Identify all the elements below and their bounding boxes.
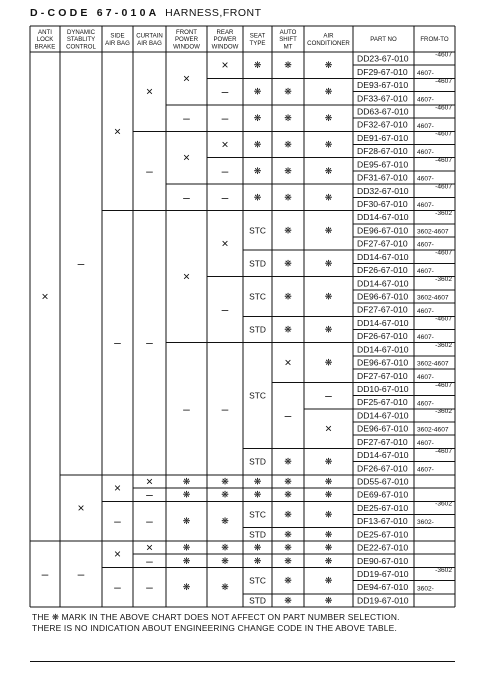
from-to: -3602 — [435, 209, 452, 217]
header-sab: AIR BAG — [105, 39, 130, 47]
part-number: DE22-67-010 — [357, 542, 409, 553]
part-number: DF13-67-010 — [357, 516, 408, 527]
header-dsc: CONTROL — [66, 43, 96, 51]
cell-air-dash: – — [325, 388, 332, 403]
cell-seat-stc: STC — [249, 225, 266, 236]
cell-fpw-star: ❋ — [182, 489, 191, 500]
part-number: DF27-67-010 — [357, 238, 408, 249]
notes — [32, 612, 452, 634]
header-from: FROM-TO — [420, 36, 449, 44]
cell-rpw-dash: – — [221, 84, 229, 99]
from-to: 3602-4607 — [417, 360, 449, 368]
cell-air-star: ❋ — [324, 165, 333, 176]
cell-fpw-dash: – — [183, 401, 190, 416]
cell-air-star: ❋ — [324, 324, 333, 335]
cell-ast-star: ❋ — [284, 456, 292, 467]
cell-seat-std: STD — [249, 324, 266, 335]
part-number: DF28-67-010 — [357, 146, 408, 157]
part-number: DD14-67-010 — [357, 251, 409, 262]
part-number: DD55-67-010 — [357, 476, 409, 487]
header-dsc: STABLITY — [66, 36, 96, 44]
cell-air-cross: × — [324, 421, 333, 436]
part-number: DD14-67-010 — [357, 344, 409, 355]
cell-ast-star: ❋ — [284, 291, 292, 302]
header-abs: LOCK — [36, 36, 54, 44]
cell-seat-star: ❋ — [253, 489, 262, 500]
cell-ast-star: ❋ — [284, 529, 292, 540]
from-to: 4607- — [417, 334, 434, 342]
from-to: -3602 — [435, 566, 452, 574]
from-to: 4607- — [417, 241, 434, 249]
part-number: DF26-67-010 — [357, 463, 408, 474]
header-rpw: REAR — [216, 29, 234, 36]
cell-rpw-star: ❋ — [221, 542, 229, 553]
cell-ast-dash: – — [284, 408, 292, 423]
from-to: -4607 — [435, 315, 452, 323]
cell-rpw-cross: × — [221, 236, 229, 251]
cell-ast-star: ❋ — [284, 113, 292, 124]
header-ast: MT — [283, 43, 293, 51]
from-to: 4607- — [417, 122, 434, 130]
cell-ast-star: ❋ — [284, 192, 292, 203]
part-number: DF30-67-010 — [357, 198, 408, 209]
cell-air-star: ❋ — [324, 60, 333, 71]
cell-fpw-star: ❋ — [182, 555, 191, 566]
from-to: -4607 — [435, 130, 452, 138]
header-seat: SEAT — [249, 32, 266, 40]
cell-cab-dash: – — [146, 580, 153, 595]
from-to: 3602- — [417, 585, 434, 593]
cell-air-star: ❋ — [324, 456, 333, 467]
cell-cab-dash: – — [146, 335, 153, 350]
cell-seat-star: ❋ — [253, 165, 262, 176]
cell-seat-std: STD — [249, 258, 266, 269]
from-to: 4607- — [417, 373, 434, 381]
cell-ast-star: ❋ — [284, 595, 292, 606]
cell-cab-cross: × — [145, 474, 154, 489]
part-number: DD23-67-010 — [357, 53, 409, 64]
cell-cab-cross: × — [145, 84, 154, 99]
header-ast: AUTO — [279, 29, 297, 36]
cell-rpw-star: ❋ — [221, 516, 229, 527]
part-number: DF33-67-010 — [357, 93, 408, 104]
from-to: 4607- — [417, 307, 434, 315]
header-abs: ANTI — [38, 29, 52, 36]
cell-air-star: ❋ — [324, 476, 333, 487]
note-engineering-change: THERE IS NO INDICATION ABOUT ENGINEERING CHANGE CODE IN THE ABOVE TABLE. — [32, 623, 397, 633]
cell-air-star: ❋ — [324, 509, 333, 520]
part-number: DF31-67-010 — [357, 172, 408, 183]
part-number: DE91-67-010 — [357, 132, 409, 143]
cell-fpw-star: ❋ — [182, 582, 191, 593]
part-number: DD10-67-010 — [357, 383, 409, 394]
from-to: 4607- — [417, 400, 434, 408]
cell-rpw-dash: – — [221, 401, 229, 416]
cell-rpw-dash: – — [221, 163, 229, 178]
from-to: -4607 — [435, 183, 452, 191]
cell-sab-dash: – — [114, 580, 121, 595]
cell-ast-star: ❋ — [284, 139, 292, 150]
from-to: -4607 — [435, 104, 452, 112]
cell-air-star: ❋ — [324, 225, 333, 236]
header-fpw: FRONT — [176, 29, 197, 36]
cell-sab-cross: × — [113, 124, 122, 139]
cell-seat-star: ❋ — [253, 60, 262, 71]
cell-ast-star: ❋ — [284, 324, 292, 335]
header-air: CONDITIONER — [307, 39, 350, 47]
cell-seat-star: ❋ — [253, 555, 262, 566]
from-to: 4607- — [417, 466, 434, 474]
cell-air-star: ❋ — [324, 575, 333, 586]
cell-air-star: ❋ — [324, 258, 333, 269]
cell-air-star: ❋ — [324, 529, 333, 540]
from-to: 4607- — [417, 69, 434, 77]
header-abs: BRAKE — [34, 43, 56, 51]
from-to: 4607- — [417, 96, 434, 104]
cell-ast-star: ❋ — [284, 258, 292, 269]
cell-seat-std: STD — [249, 595, 266, 606]
cell-dsc-dash: – — [77, 566, 85, 581]
part-number: DF32-67-010 — [357, 119, 408, 130]
cell-rpw-dash: – — [221, 111, 229, 126]
cell-seat-std: STD — [249, 529, 266, 540]
cell-air-star: ❋ — [324, 489, 333, 500]
part-number: DE94-67-010 — [357, 582, 409, 593]
part-number: DF25-67-010 — [357, 397, 408, 408]
cell-air-star: ❋ — [324, 113, 333, 124]
cell-fpw-cross: × — [182, 269, 191, 284]
header-cab: AIR BAG — [137, 39, 162, 47]
cell-fpw-dash: – — [183, 190, 190, 205]
part-number: DE93-67-010 — [357, 80, 409, 91]
part-number: DE90-67-010 — [357, 555, 409, 566]
cell-seat-star: ❋ — [253, 113, 262, 124]
part-number: DD63-67-010 — [357, 106, 409, 117]
part-number: DF26-67-010 — [357, 265, 408, 276]
from-to: 3602-4607 — [417, 426, 449, 434]
from-to: -4607 — [435, 447, 452, 455]
part-number: DD32-67-010 — [357, 185, 409, 196]
cell-sab-dash: – — [114, 514, 121, 529]
from-to: 4607- — [417, 202, 434, 210]
cell-rpw-star: ❋ — [221, 489, 229, 500]
cell-fpw-star: ❋ — [182, 516, 191, 527]
cell-air-star: ❋ — [324, 542, 333, 553]
cell-seat-stc: STC — [249, 509, 266, 520]
cell-ast-cross: × — [284, 355, 292, 370]
header-rpw: WINDOW — [211, 43, 239, 51]
cell-seat-star: ❋ — [253, 542, 262, 553]
cell-rpw-cross: × — [221, 137, 229, 152]
from-to: -4607 — [435, 381, 452, 389]
part-number: DD14-67-010 — [357, 450, 409, 461]
part-number: DE95-67-010 — [357, 159, 409, 170]
header-seat: TYPE — [249, 39, 266, 47]
header-rpw: POWER — [213, 36, 237, 44]
cell-seat-stc: STC — [249, 390, 266, 401]
from-to: 3602- — [417, 519, 434, 527]
part-number: DE25-67-010 — [357, 502, 409, 513]
cell-rpw-dash: – — [221, 302, 229, 317]
cell-cab-cross: × — [145, 540, 154, 555]
part-number: DF27-67-010 — [357, 436, 408, 447]
cell-seat-std: STD — [249, 456, 266, 467]
header-fpw: POWER — [174, 36, 199, 44]
cell-seat-star: ❋ — [253, 192, 262, 203]
cell-fpw-star: ❋ — [182, 476, 191, 487]
part-number: DD19-67-010 — [357, 595, 409, 606]
header-cab: CURTAIN — [136, 32, 163, 40]
cell-dsc-dash: – — [77, 256, 85, 271]
cell-ast-star: ❋ — [284, 509, 292, 520]
part-number: DF27-67-010 — [357, 370, 408, 381]
header-sab: SIDE — [110, 32, 125, 40]
part-number: DD19-67-010 — [357, 568, 409, 579]
cell-fpw-cross: × — [182, 71, 191, 86]
header-ast: SHIFT — [279, 36, 297, 44]
part-number: DD14-67-010 — [357, 212, 409, 223]
from-to: 3602-4607 — [417, 294, 449, 302]
cell-fpw-cross: × — [182, 150, 191, 165]
cell-air-star: ❋ — [324, 357, 333, 368]
cell-abs-dash: – — [41, 566, 49, 581]
from-to: 4607- — [417, 268, 434, 276]
from-to: -4607 — [435, 249, 452, 257]
cell-seat-star: ❋ — [253, 139, 262, 150]
header-air: AIR — [323, 32, 334, 40]
header-dsc: DYNAMIC — [66, 29, 96, 36]
cell-cab-dash: – — [146, 487, 153, 502]
part-number: DE69-67-010 — [357, 489, 409, 500]
cell-ast-star: ❋ — [284, 542, 292, 553]
cell-cab-dash: – — [146, 514, 153, 529]
cell-sab-cross: × — [113, 547, 122, 562]
from-to: -4607 — [435, 51, 452, 59]
cell-ast-star: ❋ — [284, 165, 292, 176]
cell-rpw-dash: – — [221, 190, 229, 205]
cell-ast-star: ❋ — [284, 86, 292, 97]
cell-seat-star: ❋ — [253, 86, 262, 97]
cell-air-star: ❋ — [324, 192, 333, 203]
cell-air-star: ❋ — [324, 291, 333, 302]
cell-rpw-star: ❋ — [221, 555, 229, 566]
header-fpw: WINDOW — [173, 43, 200, 51]
cell-fpw-star: ❋ — [182, 542, 191, 553]
from-to: 4607- — [417, 439, 434, 447]
part-number: DE96-67-010 — [357, 225, 409, 236]
part-number: DE25-67-010 — [357, 529, 409, 540]
header-part: PART NO — [370, 36, 397, 44]
cell-rpw-star: ❋ — [221, 582, 229, 593]
part-number: DD14-67-010 — [357, 278, 409, 289]
cell-rpw-star: ❋ — [221, 476, 229, 487]
d-code: D-CODE 67-010A — [30, 7, 160, 19]
cell-abs-cross: × — [41, 289, 49, 304]
note-star-mark: THE ❋ MARK IN THE ABOVE CHART DOES NOT AFFECT ON PART NUMBER SELECTION. — [32, 612, 400, 622]
cell-seat-star: ❋ — [253, 476, 262, 487]
part-number: DF27-67-010 — [357, 304, 408, 315]
from-to: -3602 — [435, 500, 452, 508]
cell-sab-dash: – — [114, 335, 121, 350]
cell-ast-star: ❋ — [284, 225, 292, 236]
cell-ast-star: ❋ — [284, 575, 292, 586]
bottom-rule — [30, 661, 455, 662]
part-number: DE96-67-010 — [357, 291, 409, 302]
cell-air-star: ❋ — [324, 555, 333, 566]
harness-name: HARNESS,FRONT — [165, 7, 262, 19]
cell-rpw-cross: × — [221, 58, 229, 73]
cell-air-star: ❋ — [324, 139, 333, 150]
cell-ast-star: ❋ — [284, 555, 292, 566]
part-number: DD14-67-010 — [357, 317, 409, 328]
cell-cab-dash: – — [146, 163, 153, 178]
from-to: 4607- — [417, 149, 434, 157]
from-to: -3602 — [435, 276, 452, 284]
cell-ast-star: ❋ — [284, 489, 292, 500]
from-to: -3602 — [435, 408, 452, 416]
from-to: 4607- — [417, 175, 434, 183]
cell-seat-stc: STC — [249, 575, 266, 586]
from-to: -4607 — [435, 77, 452, 85]
cell-ast-star: ❋ — [284, 60, 292, 71]
from-to: 3602-4607 — [417, 228, 449, 236]
part-number: DF29-67-010 — [357, 66, 408, 77]
cell-cab-dash: – — [146, 553, 153, 568]
part-number: DF26-67-010 — [357, 331, 408, 342]
part-number: DD14-67-010 — [357, 410, 409, 421]
cell-seat-stc: STC — [249, 291, 266, 302]
from-to: -3602 — [435, 342, 452, 350]
cell-fpw-dash: – — [183, 111, 190, 126]
part-number: DE96-67-010 — [357, 423, 409, 434]
cell-ast-star: ❋ — [284, 476, 292, 487]
cell-sab-cross: × — [113, 481, 122, 496]
from-to: -4607 — [435, 157, 452, 165]
cell-air-star: ❋ — [324, 595, 333, 606]
cell-air-star: ❋ — [324, 86, 333, 97]
part-number: DE96-67-010 — [357, 357, 409, 368]
cell-dsc-cross: × — [77, 500, 85, 515]
